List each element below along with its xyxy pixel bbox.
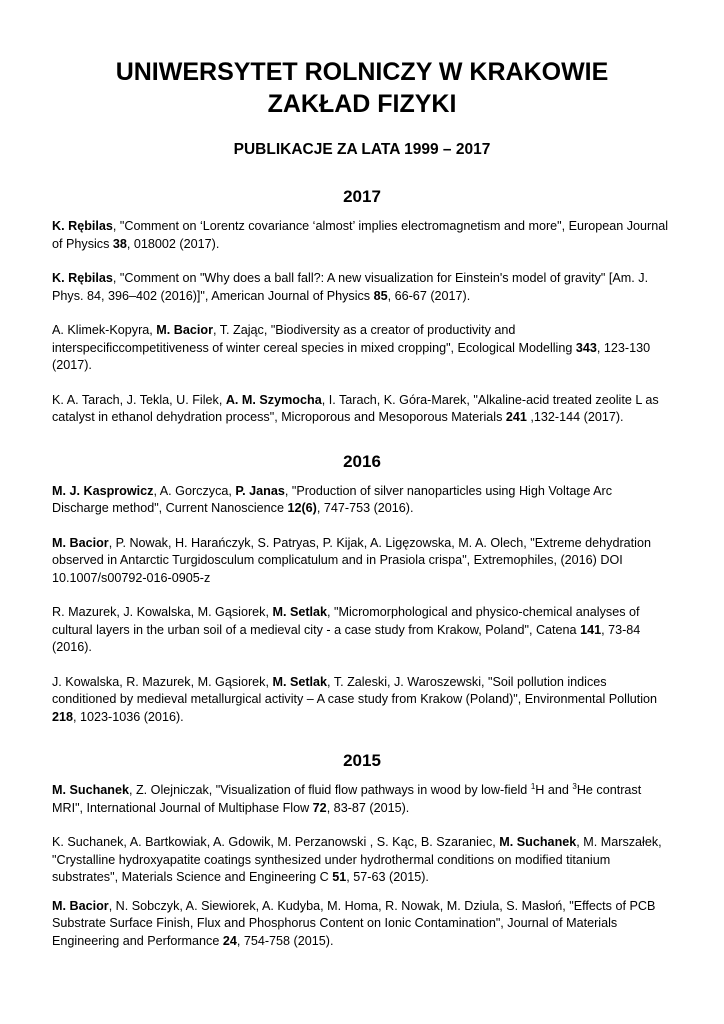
entry-pages: , 754-758 (2015). bbox=[236, 933, 334, 948]
document-page bbox=[52, 56, 672, 967]
volume: 12(6) bbox=[287, 501, 317, 515]
entry-pages: , 1023-1036 (2016). bbox=[73, 709, 184, 724]
entry-text: , P. Nowak, H. Harańczyk, S. Patryas, P. Kijak, A. Ligęzowska, M. A. Olech, "Extreme dehydration observed in Antarctic Turgidosculum complicatulum and in Prasiola crispa", Extremophiles, (2016) DOI 10.1007/s00792-016-0905-z bbox=[52, 535, 651, 585]
publication-entry bbox=[52, 270, 672, 305]
author-highlight: K. Rębilas bbox=[52, 271, 113, 285]
publication-entry bbox=[52, 604, 672, 657]
entry-text: , T. Zając, "Biodiversity as a creator of productivity and interspecificcompetitiveness of winter cereal species in mixed cropping", Ecological Modelling bbox=[52, 323, 576, 355]
co-authors: J. Kowalska, R. Mazurek, M. Gąsiorek, bbox=[52, 674, 273, 689]
author-highlight: K. Rębilas bbox=[52, 219, 113, 233]
entry-text: , "Comment on ‘Lorentz covariance ‘almost’ implies electromagnetism and more", European Journal of Physics bbox=[52, 219, 669, 251]
entry-pages: , 123-130 (2017). bbox=[52, 340, 651, 372]
entry-pages: , 018002 (2017). bbox=[126, 236, 220, 251]
volume: 343 bbox=[575, 340, 597, 355]
entry-pages: , 57-63 (2015). bbox=[346, 870, 429, 884]
co-authors: , A. Gorczyca, bbox=[153, 483, 236, 498]
author-highlight: M. Suchanek bbox=[52, 783, 129, 797]
volume: 72 bbox=[312, 800, 327, 815]
year-heading-2017: 2017 bbox=[343, 187, 381, 206]
entry-text: H and bbox=[535, 783, 573, 797]
entry-pages: ,132-144 (2017). bbox=[526, 410, 624, 424]
entry-text: , "Comment on "Why does a ball fall?: A new visualization for Einstein's model of gravity" [Am. J. Phys. 84, 396–402 (2016)]", American Journal of Physics bbox=[52, 271, 649, 303]
author-highlight: M. Bacior bbox=[52, 898, 109, 913]
author-highlight: A. M. Szymocha bbox=[225, 392, 322, 407]
university-name: UNIWERSYTET ROLNICZY W KRAKOWIE bbox=[115, 58, 609, 86]
author-highlight: M. Setlak bbox=[272, 674, 328, 689]
publication-entry bbox=[52, 535, 672, 588]
entry-text: , Z. Olejniczak, "Visualization of fluid flow pathways in wood by low-field bbox=[128, 783, 531, 797]
entry-pages: , 83-87 (2015). bbox=[326, 800, 410, 815]
co-authors: R. Mazurek, J. Kowalska, M. Gąsiorek, bbox=[52, 605, 273, 619]
publication-entry bbox=[52, 782, 672, 817]
entry-pages: , 747-753 (2016). bbox=[316, 501, 414, 515]
year-heading-2016: 2016 bbox=[343, 451, 381, 471]
volume: 24 bbox=[222, 933, 237, 948]
co-authors: A. Klimek-Kopyra, bbox=[52, 323, 157, 337]
publication-entry bbox=[52, 674, 672, 727]
author-highlight: M. Bacior bbox=[52, 535, 109, 550]
entry-text: He contrast MRI", International Journal of Multiphase Flow bbox=[52, 783, 642, 815]
author-highlight: M. Suchanek bbox=[499, 835, 577, 849]
isotope-superscript: 3 bbox=[572, 781, 577, 791]
volume: 38 bbox=[112, 236, 127, 251]
year-heading-2015: 2015 bbox=[343, 751, 381, 770]
department-name: ZAKŁAD FIZYKI bbox=[267, 90, 457, 118]
entry-text: , T. Zaleski, J. Waroszewski, "Soil pollution indices conditioned by medieval metallurgical activity – A case study from Krakow (Poland)", Environmental Pollution bbox=[52, 674, 658, 706]
volume: 218 bbox=[52, 709, 74, 724]
isotope-superscript: 1 bbox=[530, 781, 536, 791]
entry-text: , I. Tarach, K. Góra-Marek, "Alkaline-acid treated zeolite L as catalyst in ethanol dehydration process", Microporous and Mesoporous Materials bbox=[52, 392, 659, 424]
entry-pages: , 66-67 (2017). bbox=[387, 288, 471, 303]
author-highlight: M. J. Kasprowicz bbox=[52, 483, 154, 498]
author-highlight: P. Janas bbox=[235, 483, 285, 498]
volume: 51 bbox=[332, 870, 347, 884]
publication-entry bbox=[52, 483, 672, 518]
publication-entry bbox=[52, 898, 672, 951]
co-authors: K. A. Tarach, J. Tekla, U. Filek, bbox=[52, 392, 226, 407]
university-title bbox=[52, 56, 672, 120]
entry-text: , M. Marszałek, "Crystalline hydroxyapatite coatings synthesized under hydrothermal conditions on modified titanium substrates", Materials Science and Engineering C bbox=[52, 835, 662, 884]
entry-text: , N. Sobczyk, A. Siewiorek, A. Kudyba, M. Homa, R. Nowak, M. Dziula, S. Masłoń, "Effects of PCB Substrate Surface Finish, Flux and Phosphorus Content on Ionic Contamination", Journal of Materials Engineering and Performance bbox=[52, 898, 656, 948]
publication-entry bbox=[52, 834, 672, 887]
publication-entry bbox=[52, 392, 672, 427]
entry-text: , "Micromorphological and physico-chemical analyses of cultural layers in the urban soil of a medieval city - a case study from Krakow, Poland", Catena bbox=[52, 605, 640, 637]
entry-pages: , 73-84 (2016). bbox=[52, 622, 641, 654]
volume: 141 bbox=[580, 622, 602, 637]
author-highlight: M. Setlak bbox=[272, 605, 328, 619]
volume: 241 bbox=[505, 410, 527, 424]
author-highlight: M. Bacior bbox=[156, 323, 213, 337]
volume: 85 bbox=[373, 288, 388, 303]
publications-subtitle: PUBLIKACJE ZA LATA 1999 – 2017 bbox=[233, 141, 491, 158]
co-authors: K. Suchanek, A. Bartkowiak, A. Gdowik, M. Perzanowski , S. Kąc, B. Szaraniec, bbox=[52, 835, 500, 849]
publication-entry bbox=[52, 218, 672, 253]
entry-text: , "Production of silver nanoparticles using High Voltage Arc Discharge method", Current Nanoscience bbox=[52, 483, 613, 515]
publication-entry bbox=[52, 322, 672, 375]
